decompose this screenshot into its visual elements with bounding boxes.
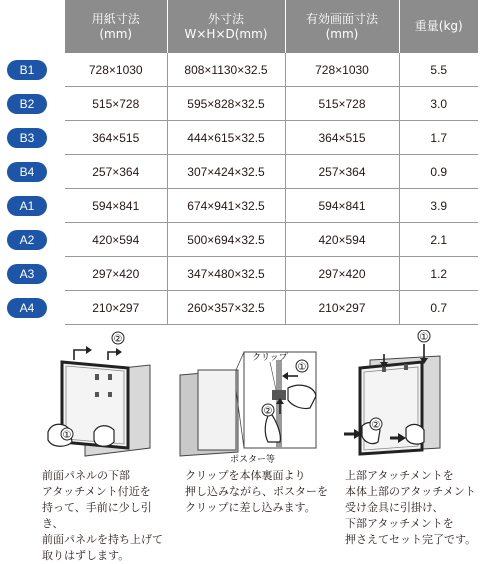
table-header-row <box>65 0 478 53</box>
header-weight: 重量(kg) <box>399 0 478 53</box>
table-row <box>65 223 478 257</box>
header-effective-size: 有効画面寸法 (mm) <box>285 0 399 53</box>
table-row <box>65 121 478 155</box>
table-row <box>65 53 478 87</box>
effective-size-cell: 420×594 <box>285 223 399 257</box>
weight-cell: 5.5 <box>399 53 478 87</box>
step-2-caption: クリップを本体裏面より 押し込みながら、ポスターを クリップに差し込みます。 <box>185 469 328 514</box>
step-3-marker-2: ② <box>371 420 381 431</box>
weight-cell: 1.7 <box>399 121 478 155</box>
outer-size-cell: 307×424×32.5 <box>167 155 285 189</box>
outer-size-cell: 347×480×32.5 <box>167 257 285 291</box>
header-paper-size: 用紙寸法 (mm) <box>65 0 167 53</box>
installation-steps <box>0 330 480 562</box>
paper-size-cell: 728×1030 <box>65 53 167 87</box>
paper-size-cell: 420×594 <box>65 223 167 257</box>
clip-label: クリップ <box>252 353 288 363</box>
size-badge: B2 <box>7 94 47 114</box>
weight-cell: 3.9 <box>399 189 478 223</box>
step-2-marker-2: ② <box>263 406 273 417</box>
step-1-marker-1: ① <box>62 430 72 441</box>
step-1-marker-2: ② <box>113 334 123 345</box>
step-2-illustration <box>160 330 330 465</box>
paper-size-cell: 210×297 <box>65 291 167 325</box>
effective-size-cell: 594×841 <box>285 189 399 223</box>
size-badge: A1 <box>7 196 47 216</box>
table-row <box>65 87 478 121</box>
paper-size-cell: 515×728 <box>65 87 167 121</box>
effective-size-cell: 364×515 <box>285 121 399 155</box>
header-outer-size: 外寸法 W×H×D(mm) <box>167 0 285 53</box>
size-badge: A2 <box>7 230 47 250</box>
spec-table <box>65 0 478 325</box>
weight-cell: 2.1 <box>399 223 478 257</box>
effective-size-cell: 210×297 <box>285 291 399 325</box>
effective-size-cell: 297×420 <box>285 257 399 291</box>
paper-size-cell: 364×515 <box>65 121 167 155</box>
step-2 <box>160 330 328 545</box>
outer-size-cell: 808×1130×32.5 <box>167 53 285 87</box>
paper-size-cell: 594×841 <box>65 189 167 223</box>
step-3 <box>320 330 480 545</box>
effective-size-cell: 728×1030 <box>285 53 399 87</box>
paper-size-cell: 257×364 <box>65 155 167 189</box>
table-row <box>65 291 478 325</box>
size-badge: B1 <box>7 60 47 80</box>
effective-size-cell: 257×364 <box>285 155 399 189</box>
size-badge: B3 <box>7 128 47 148</box>
step-1-illustration <box>0 330 160 465</box>
effective-size-cell: 515×728 <box>285 87 399 121</box>
outer-size-cell: 260×357×32.5 <box>167 291 285 325</box>
step-3-caption: 上部アタッチメントを 本体上部のアタッチメント 受け金具に引掛け、 下部アタッチメントを 押さえてセット完了です。 <box>345 469 477 546</box>
outer-size-cell: 595×828×32.5 <box>167 87 285 121</box>
weight-cell: 3.0 <box>399 87 478 121</box>
step-3-illustration <box>320 330 480 465</box>
size-badge: A4 <box>7 298 47 318</box>
step-3-marker-1: ① <box>419 332 429 343</box>
size-badge: B4 <box>7 162 47 182</box>
table-row <box>65 155 478 189</box>
outer-size-cell: 500×694×32.5 <box>167 223 285 257</box>
weight-cell: 0.7 <box>399 291 478 325</box>
outer-size-cell: 674×941×32.5 <box>167 189 285 223</box>
weight-cell: 1.2 <box>399 257 478 291</box>
paper-size-cell: 297×420 <box>65 257 167 291</box>
step-1 <box>0 330 163 562</box>
size-badge: A3 <box>7 264 47 284</box>
step-2-marker-1: ① <box>297 362 307 373</box>
outer-size-cell: 444×615×32.5 <box>167 121 285 155</box>
poster-label: ポスター等 <box>230 455 276 465</box>
table-row <box>65 189 478 223</box>
table-row <box>65 257 478 291</box>
weight-cell: 0.9 <box>399 155 478 189</box>
step-1-caption: 前面パネルの下部 アタッチメント付近を 持って、手前に少し引き、 前面パネルを持ち上げて 取りはずします。 <box>42 469 163 562</box>
